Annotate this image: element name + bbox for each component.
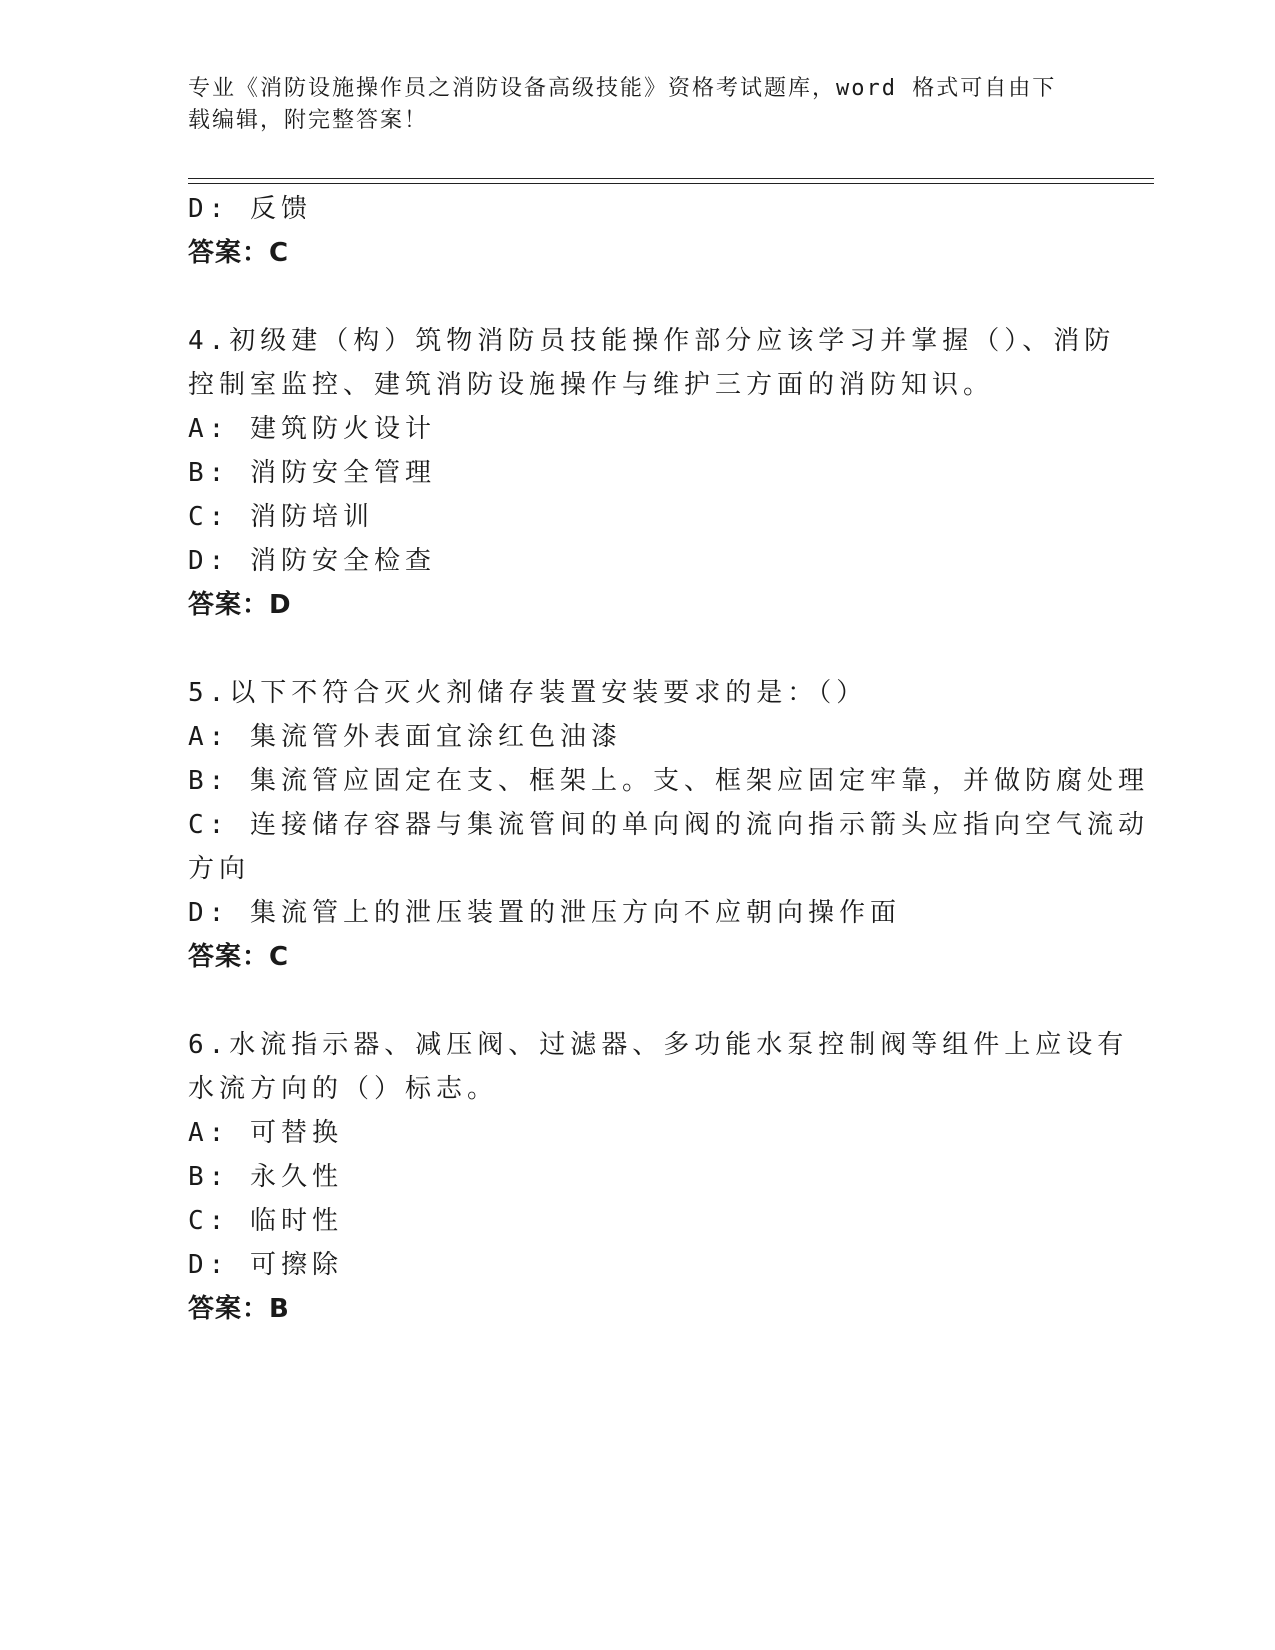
q4-answer: 答案：D bbox=[188, 590, 292, 620]
q4-stem-line-1: 4.初级建（构）筑物消防员技能操作部分应该学习并掌握（）、消防 bbox=[188, 326, 1116, 356]
q6-option-a: A: 可替换 bbox=[188, 1118, 343, 1148]
q5-option-a: A: 集流管外表面宜涂红色油漆 bbox=[188, 722, 622, 752]
q4-option-d: D: 消防安全检查 bbox=[188, 546, 436, 576]
q4-option-a: A: 建筑防火设计 bbox=[188, 414, 436, 444]
q6-option-c: C: 临时性 bbox=[188, 1206, 343, 1236]
q3-option-d: D: 反馈 bbox=[188, 194, 312, 224]
q5-stem-line-1: 5.以下不符合灭火剂储存装置安装要求的是：（） bbox=[188, 678, 868, 708]
header-divider-bottom bbox=[188, 183, 1154, 184]
q4-option-b: B: 消防安全管理 bbox=[188, 458, 436, 488]
q5-option-c-line-1: C: 连接储存容器与集流管间的单向阀的流向指示箭头应指向空气流动 bbox=[188, 810, 1149, 840]
q6-option-d: D: 可擦除 bbox=[188, 1250, 343, 1280]
document-header bbox=[188, 73, 1088, 137]
q5-option-c-line-2: 方向 bbox=[188, 854, 251, 884]
q5-answer: 答案：C bbox=[188, 942, 290, 972]
q4-option-c: C: 消防培训 bbox=[188, 502, 374, 532]
q3-answer: 答案：C bbox=[188, 238, 290, 268]
q6-stem-line-1: 6.水流指示器、减压阀、过滤器、多功能水泵控制阀等组件上应设有 bbox=[188, 1030, 1129, 1060]
q4-stem-line-2: 控制室监控、建筑消防设施操作与维护三方面的消防知识。 bbox=[188, 370, 995, 400]
header-line-2: 载编辑，附完整答案！ bbox=[188, 108, 429, 133]
q6-stem-line-2: 水流方向的（）标志。 bbox=[188, 1074, 499, 1104]
header-line-1: 专业《消防设施操作员之消防设备高级技能》资格考试题库，word 格式可自由下 bbox=[188, 76, 1057, 101]
q5-option-b: B: 集流管应固定在支、框架上。支、框架应固定牢靠，并做防腐处理 bbox=[188, 766, 1149, 796]
header-divider-top bbox=[188, 178, 1154, 179]
q5-option-d: D: 集流管上的泄压装置的泄压方向不应朝向操作面 bbox=[188, 898, 901, 928]
q6-option-b: B: 永久性 bbox=[188, 1162, 343, 1192]
q6-answer: 答案：B bbox=[188, 1294, 290, 1324]
